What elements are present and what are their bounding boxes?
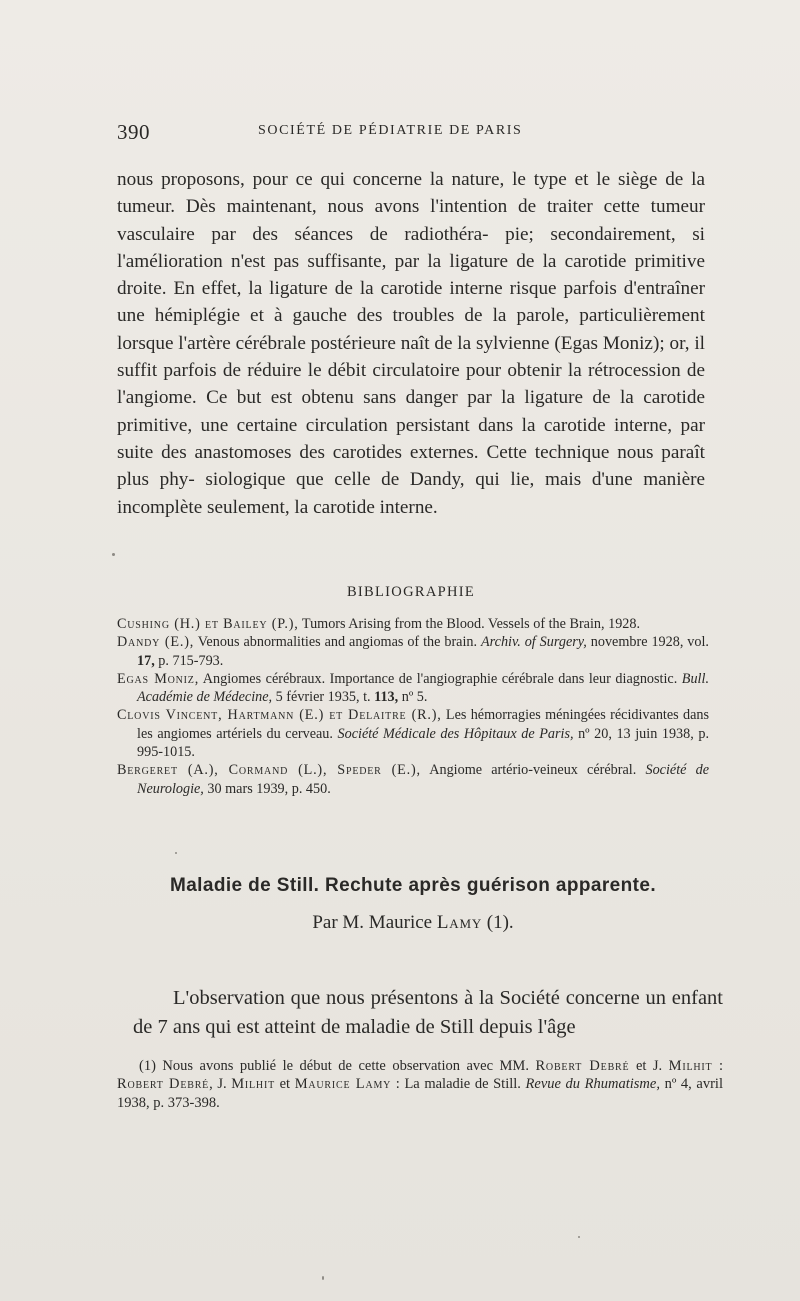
ref-journal: Bull. Académie de Médecine, [137, 670, 709, 706]
footnote-text: nº 4, avril 1938, p. 373-398. [117, 1076, 723, 1111]
ref-text: Les hémorragies méningées récidivantes dans les angiomes artériels du cerveau. [137, 707, 709, 742]
ref-authors: Clovis Vincent, Hartmann (E.) et Delaitre (R.), [117, 707, 442, 724]
footnote-text: , J. [209, 1076, 232, 1093]
footnote [117, 1057, 723, 1112]
ref-text: novembre 1928, vol. [586, 634, 709, 651]
article-intro-paragraph [133, 984, 723, 1042]
running-head: SOCIÉTÉ DE PÉDIATRIE DE PARIS [258, 123, 523, 138]
paper-speck [175, 852, 177, 854]
ref-authors: Bergeret (A.), Cormand (L.), Speder (E.), [117, 762, 421, 779]
footnote-text: (1) Nous avons publié le début de cette observation avec MM. [139, 1058, 536, 1074]
ref-journal: Archiv. of Surgery, [481, 634, 587, 651]
ref-text: nº 20, 13 juin 1938, p. 995-1015. [137, 725, 709, 761]
article-title: Maladie de Still. Rechute après guérison apparente. [169, 875, 657, 896]
byline-note-marker: (1). [482, 912, 514, 933]
bibliography-entry [117, 761, 709, 798]
ref-journal: Société de Neurologie, [137, 762, 710, 797]
footnote-text: et [275, 1076, 295, 1093]
ref-text: Angiome artério-veineux cérébral. [420, 762, 646, 779]
footnote-name: Maurice Lamy [294, 1076, 392, 1093]
ref-authors: Dandy (E.), [117, 634, 195, 651]
footnote-text: et J. [629, 1058, 669, 1074]
body-paragraph-last-line: incomplète seulement, la carotide interne. [117, 496, 438, 518]
paper-speck [322, 1276, 324, 1280]
intro-text: L'observation que nous présentons à la Société concerne un enfant de 7 ans qui est atteint de maladie de Still depuis l'âge [133, 987, 723, 1038]
byline-prefix: Par M. Maurice [312, 912, 437, 933]
footnote-name: Milhit [668, 1058, 713, 1074]
ref-journal: Société Médicale des Hôpitaux de Paris, [337, 725, 574, 742]
paper-speck [578, 1236, 580, 1238]
ref-volume: 113, [374, 689, 399, 706]
body-paragraph [117, 166, 705, 521]
bibliography-heading: BIBLIOGRAPHIE [346, 584, 476, 600]
ref-text: Tumors Arising from the Blood. Vessels of the Brain, 1928. [298, 616, 641, 632]
ref-text: p. 715-793. [154, 652, 224, 669]
ref-text: 30 mars 1939, p. 450. [203, 780, 331, 797]
page-number: 390 [117, 120, 150, 144]
footnote-name: Milhit [231, 1076, 275, 1093]
bibliography-entry [117, 615, 709, 633]
ref-text: Venous abnormalities and angiomas of the brain. [194, 634, 481, 651]
footnote-journal: Revue du Rhumatisme, [525, 1076, 660, 1093]
byline-author-name: Lamy [436, 912, 483, 933]
ref-text: Angiomes cérébraux. Importance de l'angiographie cérébrale dans leur diagnostic. [199, 670, 682, 687]
bibliography-list [117, 615, 709, 798]
body-paragraph-text: nous proposons, pour ce qui concerne la nature, le type et le siège de la tumeur. Dès maintenant, nous avons l'intention de traiter cette tumeur vasculaire par des séances de radiothéra- pie; secondairement, si l'amélioration n'est pas suffisante, par la ligature de la carotide primitive droite. En effet, la ligature de la carotide interne risque parfois d'entraîner une hémiplégie et à gauche des troubles de la parole, particulièrement lorsque l'artère cérébrale postérieure naît de la sylvienne (Egas Moniz); or, il suffit parfois de réduire le débit circulatoire pour obtenir la rétrocession de l'angiome. Ce but est obtenu sans danger par la ligature de la carotide primitive, une certaine circulation persistant dans la carotide interne, par suite des anastomoses des carotides externes. Cette technique nous paraît plus phy- siologique que celle de Dandy, qui lie, mais d'une manière [117, 169, 705, 491]
ref-authors: Egas Moniz, [117, 670, 200, 687]
footnote-name: Robert Debré [535, 1058, 630, 1074]
ref-authors: Cushing (H.) et Bailey (P.), [117, 616, 299, 632]
footnote-text: : [712, 1058, 723, 1074]
bibliography-entry [117, 670, 709, 707]
footnote-text: : La maladie de Still. [391, 1076, 526, 1093]
ref-text: 5 février 1935, t. [272, 689, 375, 706]
page-header [117, 120, 707, 144]
bibliography-entry [117, 633, 709, 670]
ref-volume: 17, [137, 652, 155, 669]
paper-speck [112, 553, 115, 556]
article-byline [117, 912, 709, 934]
ref-text: nº 5. [398, 689, 428, 706]
footnote-name: Robert Debré [117, 1076, 210, 1093]
bibliography-entry [117, 706, 709, 761]
